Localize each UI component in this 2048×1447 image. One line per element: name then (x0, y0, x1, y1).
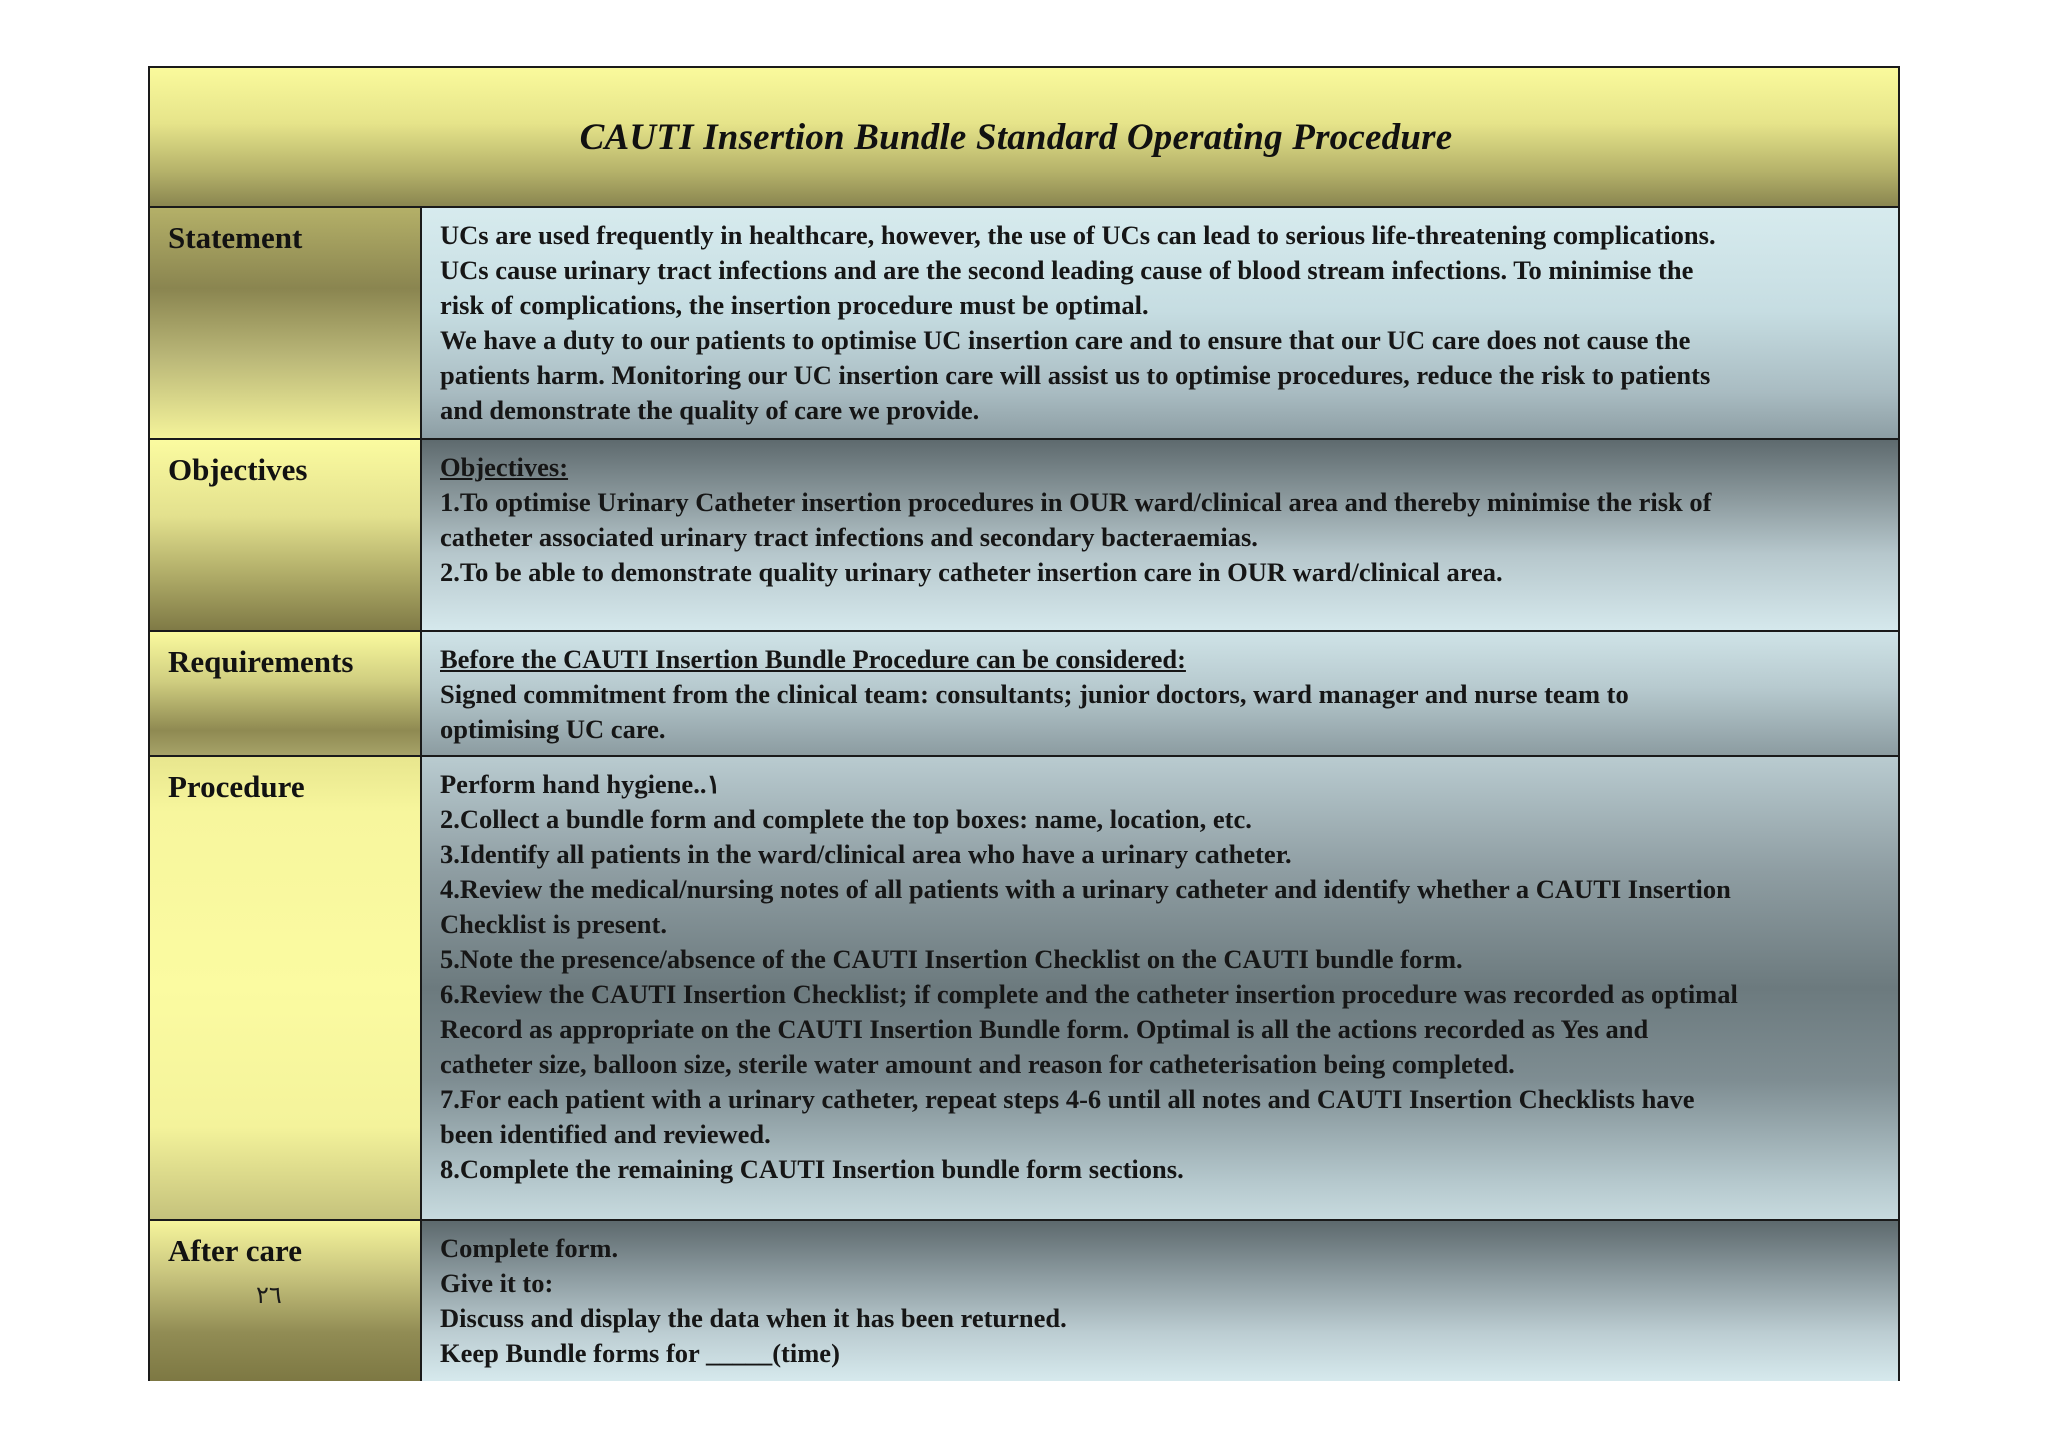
row-requirements (150, 632, 1898, 757)
aftercare-line: Give it to: (440, 1268, 554, 1298)
title-bar (150, 68, 1898, 208)
procedure-step: catheter size, balloon size, sterile water amount and reason for catheterisation being completed. (440, 1049, 1515, 1079)
objectives-line: catheter associated urinary tract infections and secondary bacteraemias. (440, 522, 1258, 552)
procedure-step: 6.Review the CAUTI Insertion Checklist; if complete and the catheter insertion procedure was recorded as optimal (440, 979, 1738, 1009)
row-aftercare (150, 1221, 1898, 1381)
requirements-heading: Before the CAUTI Insertion Bundle Procedure can be considered: (440, 644, 1186, 674)
procedure-step: 3.Identify all patients in the ward/clinical area who have a urinary catheter. (440, 839, 1292, 869)
procedure-step: 5.Note the presence/absence of the CAUTI Insertion Checklist on the CAUTI bundle form. (440, 944, 1463, 974)
procedure-step: Record as appropriate on the CAUTI Insertion Bundle form. Optimal is all the actions recorded as Yes and (440, 1014, 1649, 1044)
label-requirements: Requirements (150, 632, 422, 755)
label-aftercare (150, 1221, 422, 1381)
row-procedure (150, 757, 1898, 1221)
procedure-step: 8.Complete the remaining CAUTI Insertion bundle form sections. (440, 1154, 1184, 1184)
label-procedure: Procedure (150, 757, 422, 1219)
aftercare-label-text: After care (168, 1233, 302, 1268)
label-objectives: Objectives (150, 440, 422, 630)
requirements-line: optimising UC care. (440, 714, 666, 744)
content-statement (422, 208, 1898, 438)
document-title: CAUTI Insertion Bundle Standard Operating Procedure (579, 116, 1453, 158)
aftercare-page-number: ٢٦ (256, 1281, 282, 1309)
statement-line: and demonstrate the quality of care we provide. (440, 395, 980, 425)
procedure-step: Perform hand hygiene..١ (440, 769, 721, 799)
aftercare-line: Complete form. (440, 1233, 619, 1263)
statement-line: risk of complications, the insertion procedure must be optimal. (440, 290, 1149, 320)
procedure-step: Checklist is present. (440, 909, 667, 939)
row-statement (150, 208, 1898, 440)
sop-table (148, 66, 1900, 1381)
label-statement: Statement (150, 208, 422, 438)
statement-line: UCs cause urinary tract infections and are the second leading cause of blood stream infections. To minimise the (440, 255, 1694, 285)
content-aftercare (422, 1221, 1898, 1381)
requirements-line: Signed commitment from the clinical team: consultants; junior doctors, ward manager and nurse team to (440, 679, 1629, 709)
objectives-line: 2.To be able to demonstrate quality urinary catheter insertion care in OUR ward/clinical area. (440, 557, 1503, 587)
row-objectives (150, 440, 1898, 632)
content-requirements (422, 632, 1898, 755)
aftercare-line: Keep Bundle forms for _____(time) (440, 1338, 840, 1368)
objectives-line: 1.To optimise Urinary Catheter insertion procedures in OUR ward/clinical area and thereby minimise the risk of (440, 487, 1712, 517)
statement-line: patients harm. Monitoring our UC insertion care will assist us to optimise procedures, reduce the risk to patients (440, 360, 1711, 390)
aftercare-line: Discuss and display the data when it has been returned. (440, 1303, 1067, 1333)
procedure-step: 4.Review the medical/nursing notes of all patients with a urinary catheter and identify whether a CAUTI Insertion (440, 874, 1731, 904)
statement-line: We have a duty to our patients to optimise UC insertion care and to ensure that our UC care does not cause the (440, 325, 1691, 355)
procedure-step: 2.Collect a bundle form and complete the top boxes: name, location, etc. (440, 804, 1252, 834)
procedure-step: 7.For each patient with a urinary catheter, repeat steps 4-6 until all notes and CAUTI Insertion Checklists have (440, 1084, 1695, 1114)
procedure-step: been identified and reviewed. (440, 1119, 771, 1149)
content-procedure (422, 757, 1898, 1219)
objectives-heading: Objectives: (440, 452, 569, 482)
content-objectives (422, 440, 1898, 630)
statement-line: UCs are used frequently in healthcare, however, the use of UCs can lead to serious life-threatening complications. (440, 220, 1716, 250)
